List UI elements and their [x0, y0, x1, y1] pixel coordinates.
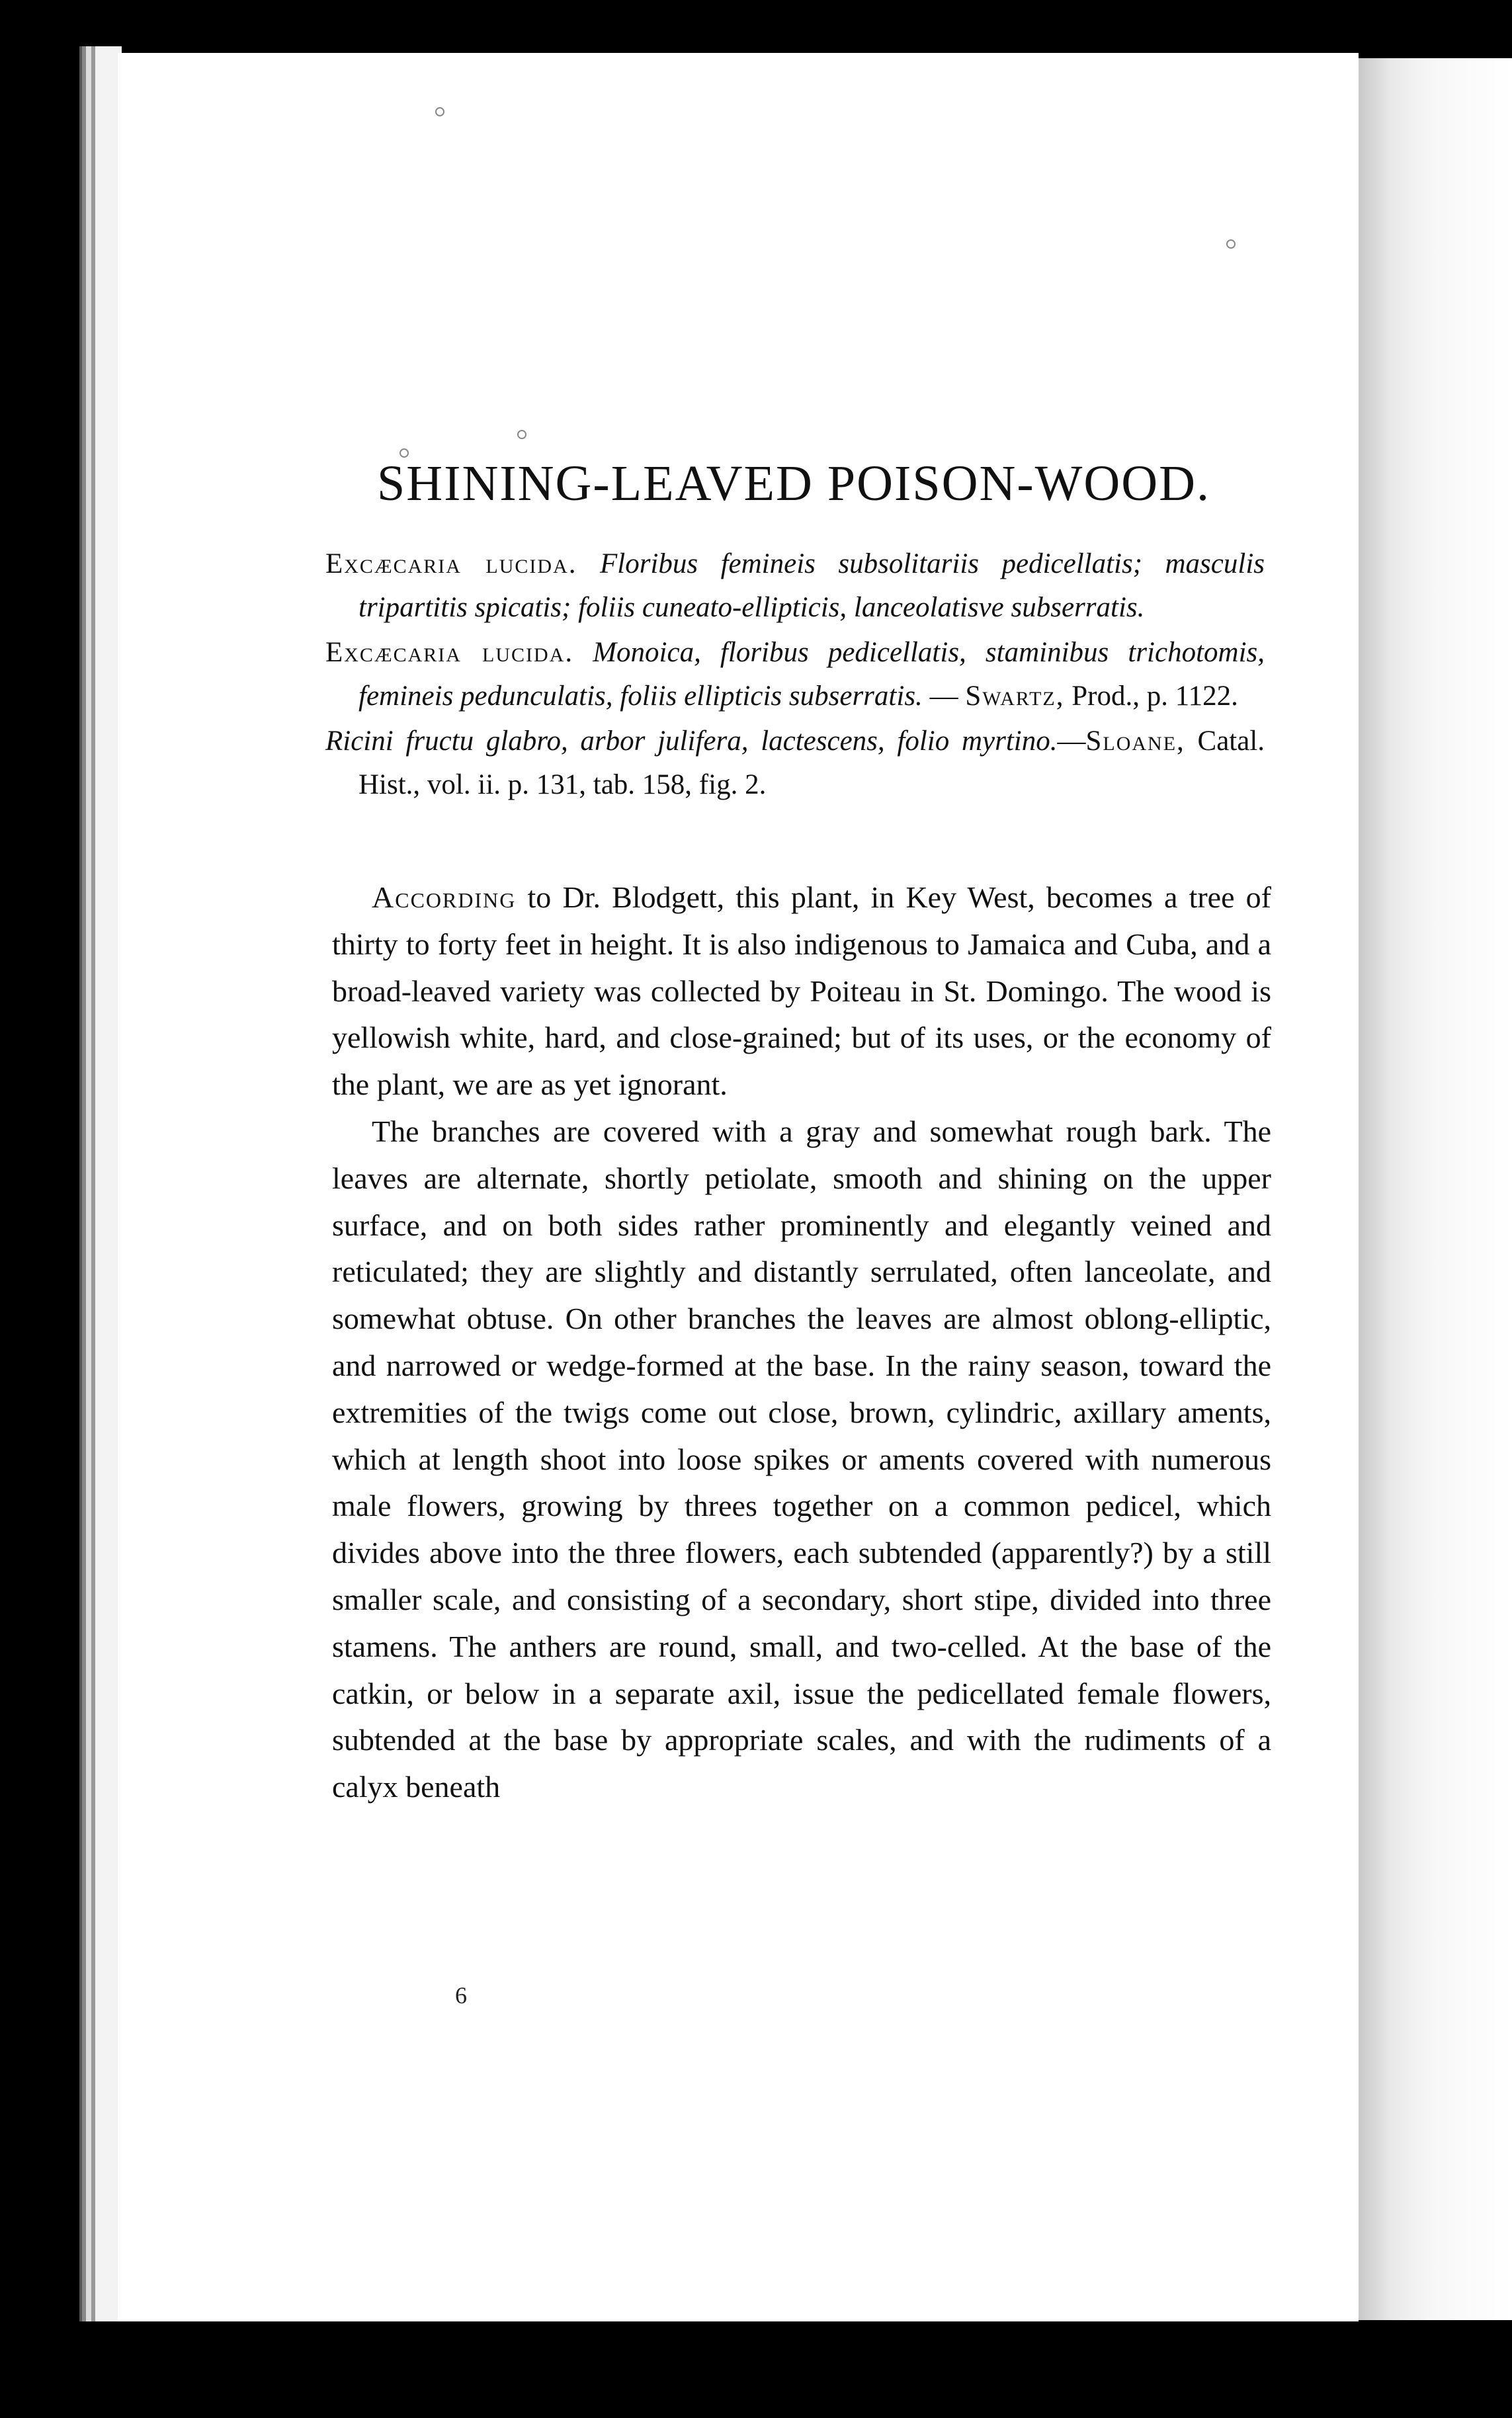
- paragraph-text: The branches are covered with a gray and somewhat rough bark. The leaves are alternate, shortly petiolate, smooth and shining on the upper surface, and on both sides rather prominently and elegantly veined and reticulated; they are slightly and distantly serrulated, often lanceolate, and somewhat obtuse. On other branches the leaves are almost oblong-elliptic, and narrowed or wedge-formed at the base. In the rainy season, toward the extremities of the twigs come out close, brown, cylindric, axillary aments, which at length shoot into loose spikes or aments covered with numerous male flowers, growing by threes together on a common pedicel, which divides above into the three flowers, each subtended (apparently?) by a still smaller scale, and consisting of a secondary, short stipe, divided into three stamens. The anthers are round, small, and two-celled. At the base of the catkin, or below in a separate axil, issue the pedicellated female flowers, subtended at the base by appropriate scales, and with the rudiments of a calyx beneath: [332, 1114, 1271, 1804]
- synonym-entry: Excæcaria lucida. Monoica, floribus pedicellatis, staminibus trichotomis, femineis pedunculatis, foliis ellipticis subserratis. — Swartz, Prod., p. 1122.: [325, 637, 1265, 712]
- synonym-entry: [325, 542, 1265, 630]
- synonym-name: Excæcaria lucida.: [325, 548, 577, 579]
- synonym-author: Sloane,: [1085, 726, 1185, 757]
- synonym-description: Ricini fructu glabro, arbor julifera, lactescens, folio myrtino.: [325, 726, 1058, 757]
- book-spine-edge: [79, 46, 122, 2321]
- synonym-citation: Catal. Hist., vol. ii. p. 131, tab. 158, fig. 2.: [358, 726, 1265, 800]
- paper-speck: [517, 430, 526, 439]
- paragraph-lead-word: According: [372, 880, 517, 914]
- paragraph: [332, 874, 1271, 1108]
- synonym-citation: Prod., p. 1122.: [1071, 681, 1238, 712]
- synonym-entry: Ricini fructu glabro, arbor julifera, lactescens, folio myrtino.—Sloane, Catal. Hist., vol. ii. p. 131, tab. 158, fig. 2.: [325, 726, 1265, 800]
- paragraph-text: to Dr. Blodgett, this plant, in Key West, becomes a tree of thirty to forty feet in height. It is also indigenous to Jamaica and Cuba, and a broad-leaved variety was collected by Poiteau in St. Domingo. The wood is yellowish white, hard, and close-grained; but of its uses, or the economy of the plant, we are as yet ignorant.: [332, 880, 1271, 1102]
- synonym-author: Swartz,: [965, 681, 1065, 712]
- synonym-name: Excæcaria lucida.: [325, 637, 574, 668]
- page-number: 6: [455, 1982, 467, 2009]
- synonym-description: Floribus femineis subsolitariis pedicellatis; masculis tripartitis spicatis; foliis cuneato-ellipticis, lanceolatisve subserratis.: [358, 548, 1265, 623]
- synonymy-block: [325, 542, 1265, 808]
- description-text: [332, 874, 1271, 1811]
- synonym-description: Monoica, floribus pedicellatis, staminibus trichotomis, femineis pedunculatis, foliis ellipticis subserratis.: [358, 637, 1265, 712]
- paragraph: [332, 1108, 1271, 1811]
- page-title: SHINING-LEAVED POISON-WOOD.: [377, 456, 1211, 511]
- paper-speck: [1226, 239, 1236, 249]
- paper-speck: [435, 107, 444, 116]
- facing-page-edge: [1359, 58, 1512, 2320]
